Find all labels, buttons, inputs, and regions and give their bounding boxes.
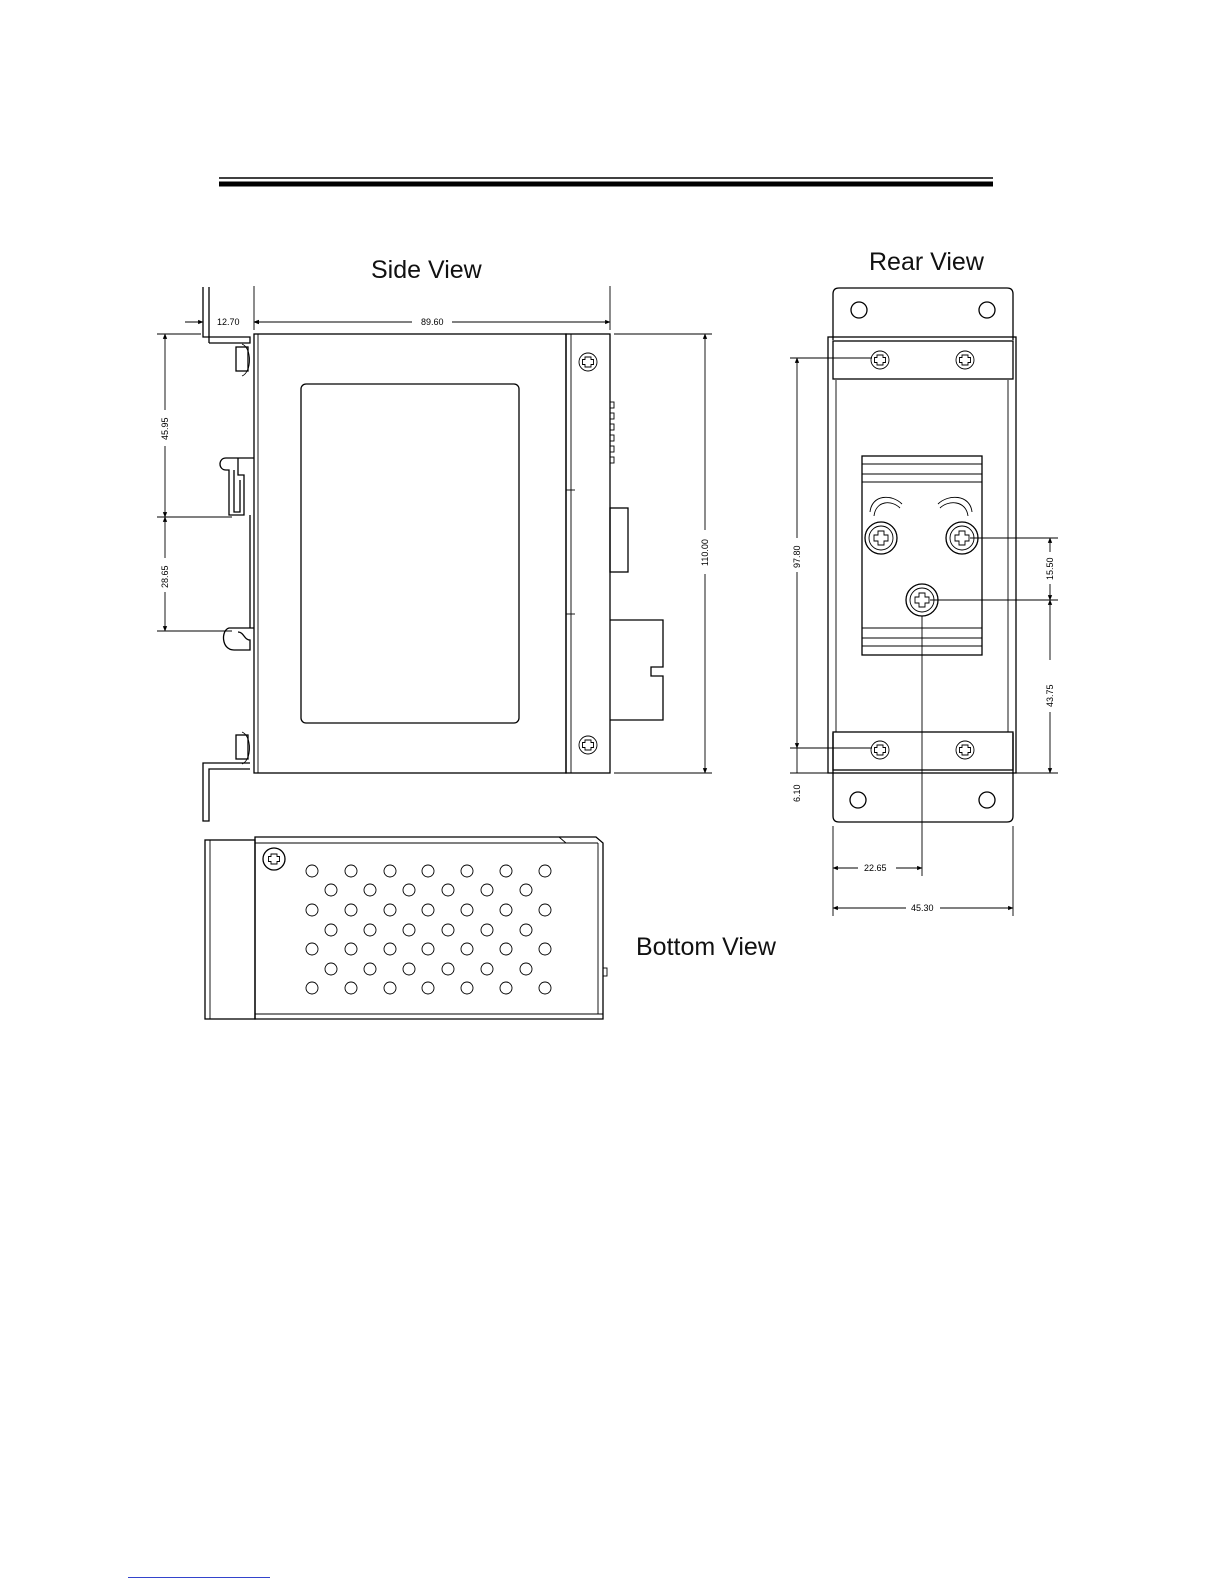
- vent-hole: [500, 904, 512, 916]
- screw-icon: [956, 351, 974, 369]
- vent-hole: [500, 943, 512, 955]
- vent-hole: [461, 982, 473, 994]
- dim-rear-width: 45.30: [911, 903, 934, 913]
- dim-side-lower: 28.65: [160, 565, 170, 588]
- vent-hole: [306, 904, 318, 916]
- vent-hole: [520, 924, 532, 936]
- dim-side-top-offset: 12.70: [217, 317, 240, 327]
- vent-hole: [461, 865, 473, 877]
- vent-hole: [461, 904, 473, 916]
- vent-hole: [481, 884, 493, 896]
- vent-hole: [539, 904, 551, 916]
- screw-icon: [871, 351, 889, 369]
- vent-hole: [461, 943, 473, 955]
- vent-hole: [422, 943, 434, 955]
- vent-hole: [325, 884, 337, 896]
- side-view-title: Side View: [371, 256, 482, 284]
- vent-hole: [364, 963, 376, 975]
- vent-hole: [325, 924, 337, 936]
- vent-hole: [384, 982, 396, 994]
- vent-hole: [539, 865, 551, 877]
- dim-rear-hole-span: 97.80: [792, 545, 802, 568]
- rear-view-title: Rear View: [869, 248, 984, 276]
- vent-hole: [345, 982, 357, 994]
- vent-hole: [403, 924, 415, 936]
- dim-side-upper: 45.95: [160, 417, 170, 440]
- vent-hole: [306, 982, 318, 994]
- vent-hole: [364, 924, 376, 936]
- vent-hole: [364, 884, 376, 896]
- side-view: [157, 286, 712, 821]
- vent-hole: [539, 982, 551, 994]
- screw-icon: [579, 353, 597, 371]
- vent-hole: [520, 963, 532, 975]
- screw-icon: [865, 522, 897, 554]
- screw-icon: [871, 741, 889, 759]
- vent-hole: [384, 865, 396, 877]
- vent-hole: [345, 904, 357, 916]
- vent-hole: [481, 963, 493, 975]
- header-rule: [219, 178, 993, 184]
- bottom-view: [205, 837, 607, 1019]
- bottom-view-title: Bottom View: [636, 933, 776, 961]
- footer-rule: [128, 1577, 270, 1578]
- vent-hole: [384, 943, 396, 955]
- vent-hole: [500, 982, 512, 994]
- screw-icon: [579, 736, 597, 754]
- screw-icon: [263, 848, 285, 870]
- vent-hole: [306, 943, 318, 955]
- screw-icon: [956, 741, 974, 759]
- dim-rear-upper: 15.50: [1045, 557, 1055, 580]
- vent-hole-grid: [306, 865, 551, 994]
- vent-hole: [422, 865, 434, 877]
- vent-hole: [403, 963, 415, 975]
- dim-side-depth: 89.60: [421, 317, 444, 327]
- vent-hole: [481, 924, 493, 936]
- dim-rear-bottom-offset: 6.10: [792, 784, 802, 802]
- vent-hole: [345, 865, 357, 877]
- vent-hole: [520, 884, 532, 896]
- vent-hole: [345, 943, 357, 955]
- dim-rear-half-width: 22.65: [864, 863, 887, 873]
- vent-hole: [442, 924, 454, 936]
- vent-hole: [442, 963, 454, 975]
- vent-hole: [442, 884, 454, 896]
- vent-hole: [500, 865, 512, 877]
- rear-view: [790, 288, 1058, 916]
- vent-hole: [422, 904, 434, 916]
- dim-side-height: 110.00: [700, 539, 710, 566]
- dim-rear-lower: 43.75: [1045, 684, 1055, 707]
- vent-hole: [306, 865, 318, 877]
- vent-hole: [539, 943, 551, 955]
- vent-hole: [403, 884, 415, 896]
- vent-hole: [384, 904, 396, 916]
- vent-hole: [422, 982, 434, 994]
- vent-hole: [325, 963, 337, 975]
